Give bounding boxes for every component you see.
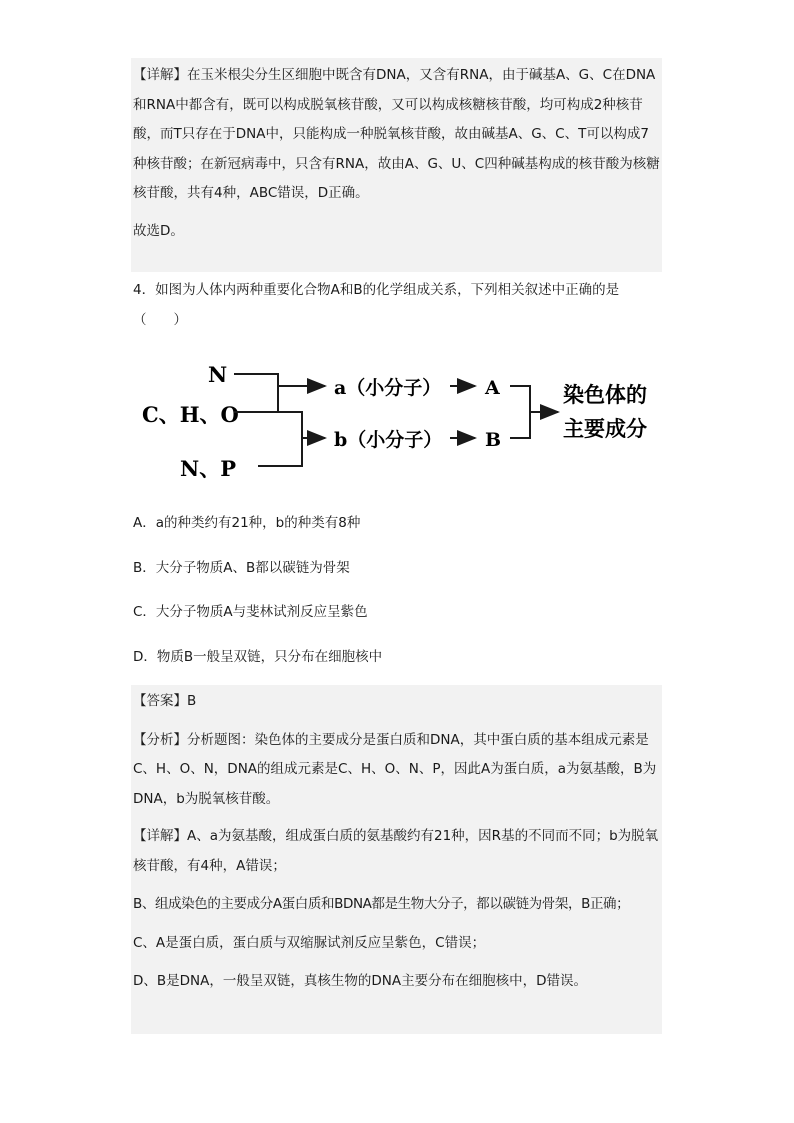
result-line-1: 染色体的: [563, 382, 647, 407]
q3-conclusion: 故选D。: [133, 222, 184, 239]
detail-a: 【详解】A、a为氨基酸，组成蛋白质的氨基酸约有21种，因R基的不同而不同；b为脱氧核苷酸，有4种，A错误；: [133, 828, 659, 874]
analysis: 【分析】分析题图：染色体的主要成分是蛋白质和DNA，其中蛋白质的基本组成元素是C、H、O、N，DNA的组成元素是C、H、O、N、P，因此A为蛋白质，a为氨基酸，B为DNA，b为脱氧核苷酸。: [133, 731, 657, 807]
detail-c: C、A是蛋白质，蛋白质与双缩脲试剂反应呈紫色，C错误；: [133, 934, 486, 951]
composition-diagram: [130, 358, 690, 488]
detail-b: B、组成染色的主要成分A蛋白质和BDNA都是生物大分子，都以碳链为骨架，B正确；: [133, 896, 630, 912]
result-line-2: 主要成分: [563, 416, 647, 441]
node-b: b（小分子）: [334, 429, 443, 451]
node-a: a（小分子）: [334, 377, 442, 399]
q3-detail-text: 【详解】在玉米根尖分生区细胞中既含有DNA，又含有RNA，由于碱基A、G、C在DNA和RNA中都含有，既可以构成脱氧核苷酸，又可以构成核糖核苷酸，均可构成2种核苷酸，而T只存在于DNA中，只能构成一种脱氧核苷酸，故由碱基A、G、C、T可以构成7种核苷酸；在新冠病毒中，只含有RNA，故由A、G、U、C四种碱基构成的核苷酸为核糖核苷酸，共有4种，ABC错误，D正确。: [133, 67, 660, 201]
option-c: C．大分子物质A与斐林试剂反应呈紫色: [133, 604, 368, 620]
option-b: B．大分子物质A、B都以碳链为骨架: [133, 560, 350, 576]
label-cho: C、H、O: [142, 402, 239, 427]
label-np: N、P: [180, 456, 236, 481]
option-a: A．a的种类约有21种，b的种类有8种: [133, 515, 361, 531]
answer: 【答案】B: [133, 693, 197, 709]
q4-stem: 4．如图为人体内两种重要化合物A和B的化学组成关系，下列相关叙述中正确的是（ ）: [133, 282, 620, 328]
q3-detail-block: [131, 58, 662, 272]
node-A: A: [485, 377, 500, 399]
answer-block: [131, 685, 662, 1034]
detail-d: D、B是DNA，一般呈双链，真核生物的DNA主要分布在细胞核中，D错误。: [133, 973, 588, 989]
option-d: D．物质B一般呈双链，只分布在细胞核中: [133, 649, 383, 665]
node-B: B: [485, 429, 502, 451]
label-n: N: [208, 362, 228, 387]
